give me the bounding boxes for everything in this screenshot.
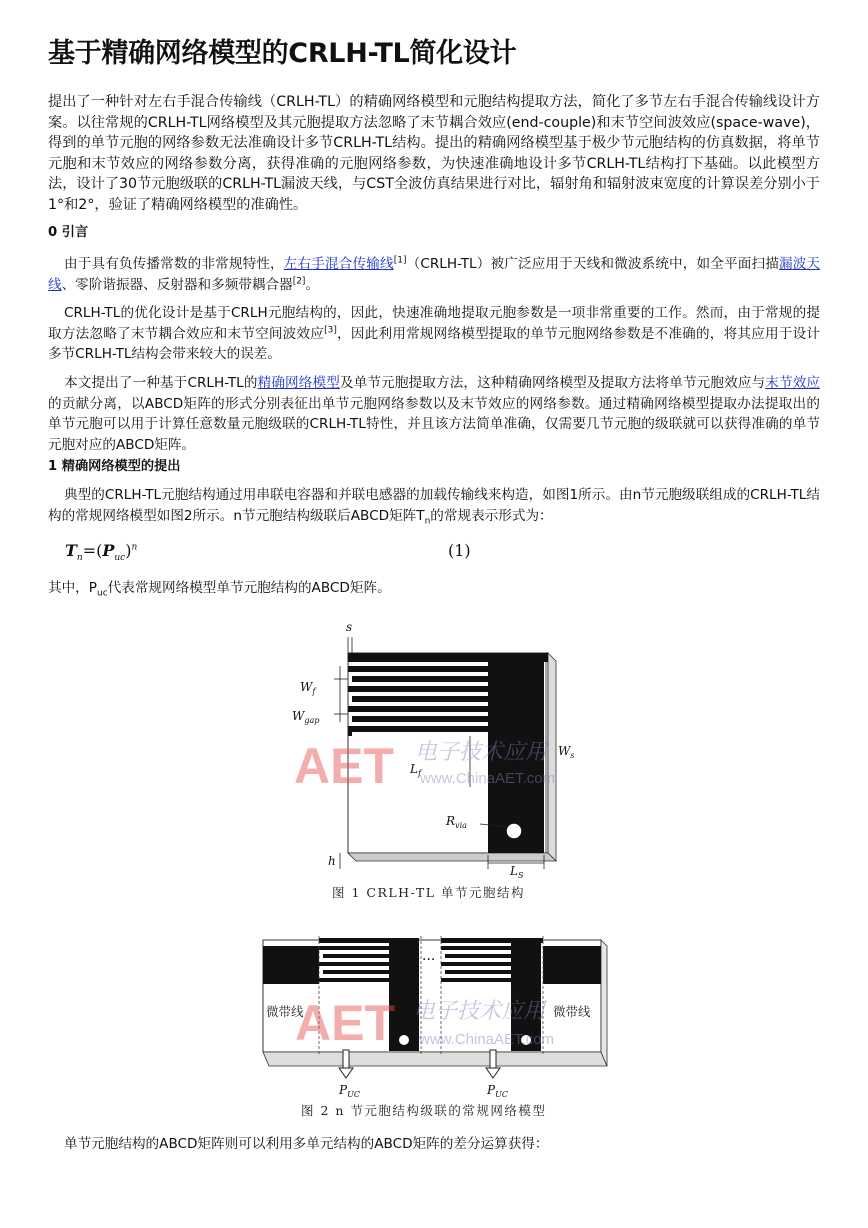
formula-lhs-sub: n xyxy=(76,553,83,564)
text-run: 代表常规网络模型单节元胞结构的ABCD矩阵。 xyxy=(107,580,391,596)
label-s: s xyxy=(346,620,353,634)
section-heading-1: 1 精确网络模型的提出 xyxy=(48,459,181,474)
label-wgap: $W_{gap}$ xyxy=(292,709,320,725)
cell-1-via xyxy=(399,1035,409,1045)
formula-lhs: T xyxy=(65,541,77,560)
equation-number: (1) xyxy=(448,541,471,560)
text-run: （CRLH-TL）被广泛应用于天线和微波系统中，如全平面扫描 xyxy=(406,256,779,272)
text-run: CRLH-TL的优化设计是基于CRLH元胞结构的，因此，快速准确地提取元胞参数是一项非常重要的工作。然而，由于常规的提取方法忽略了末节耦合效应和末节空间波效应 xyxy=(48,305,820,342)
text-run: 。 xyxy=(305,276,320,293)
paper-title: 基于精确网络模型的CRLH-TL简化设计 xyxy=(48,38,517,69)
formula-p-sub: uc xyxy=(114,553,126,564)
section-heading-intro: 0 引言 xyxy=(48,225,89,240)
label-ls: $L_S$ xyxy=(510,864,524,880)
text-run: 及单节元胞提取方法，这种精确网络模型及提取方法将单节元胞效应与 xyxy=(339,375,766,391)
via-hole xyxy=(506,823,522,839)
label-ws: $W_s$ xyxy=(558,744,575,760)
figure-2-drawing xyxy=(255,932,610,1122)
label-wf: $W_f$ xyxy=(300,680,316,696)
ellipsis: ··· xyxy=(422,952,436,968)
formula-eq: =( xyxy=(82,541,103,560)
watermark-cn: 电子技术应用 xyxy=(415,740,548,765)
text-run: 其中，P xyxy=(48,580,97,596)
text-run: ，因此利用常规网络模型提取的单节元胞网络参数是不准确的，将其应用于设计多节CRLH-TL结构会带来较大的误差。 xyxy=(48,325,821,362)
intro-paragraph-3 xyxy=(48,373,820,455)
link-leaky-wave-antenna[interactable]: 漏波天线 xyxy=(48,256,821,293)
feed-line-right xyxy=(543,946,601,984)
watermark-url: www.ChinaAET.com xyxy=(420,770,556,787)
abstract: 提出了一种针对左右手混合传输线（CRLH-TL）的精确网络模型和元胞结构提取方法，简化了多节左右手混合传输线设计方案。以往常规的CRLH-TL网络模型及其元胞提取方法忽略了末节耦合效应(end-couple)和末节空间波效应(space-wave)，得到的单节元胞的网络参数无法准确设计多节CRLH-TL结构。提出的精确网络模型基于极少节元胞结构的仿真数据，将单节元胞和末节效应的网络参数分离，获得准确的元胞网络参数，为快速准确地设计多节CRLH-TL结构打下基础。以此模型方法，设计了30节元胞级联的CRLH-TL漏波天线，与CST全波仿真结果进行对比，辐射角和辐射波束宽度的计算误差分别小于1°和2°，验证了精确网络模型的准确性。 xyxy=(48,94,820,213)
text-run: 、零阶谐振器、反射器和多频带耦合器 xyxy=(61,276,293,293)
text-run: 的贡献分离，以ABCD矩阵的形式分别表征出单节元胞网络参数以及末节效应的网络参数。通过精确网络模型提取办法提取出的单节元胞可以用于计算任意数量元胞级联的CRLH-TL特性，并且该方法简单准确，仅需要几节元胞的级联就可以获得准确的单节元胞对应的ABCD矩阵。 xyxy=(48,395,820,453)
label-rvia: $R_{via}$ xyxy=(446,814,467,830)
label-lf: $L_f$ xyxy=(410,762,421,778)
watermark-url: www.ChinaAET.com xyxy=(419,1031,555,1048)
watermark-logo: AET xyxy=(294,738,394,794)
formula-close: ) xyxy=(125,541,132,560)
substrate-bottom xyxy=(348,853,556,861)
label-puc-2: $P_{UC}$ xyxy=(487,1083,508,1099)
section1-paragraph-3: 单节元胞结构的ABCD矩阵则可以利用多单元结构的ABCD矩阵的差分运算获得： xyxy=(64,1136,549,1152)
reference-3[interactable]: [3] xyxy=(324,324,337,335)
subscript: n xyxy=(424,516,431,527)
substrate-side xyxy=(601,940,607,1066)
substrate-side xyxy=(548,653,556,861)
label-microstrip-right: 微带线 xyxy=(553,1004,591,1019)
text-run: 典型的CRLH-TL元胞结构通过用串联电容器和并联电感器的加载传输线来构造，如图1所示。由n节元胞级联组成的CRLH-TL结构的常规网络模型如图2所示。n节元胞结构级联后ABCD矩阵T xyxy=(48,487,820,524)
link-accurate-network-model[interactable]: 精确网络模型 xyxy=(257,375,340,391)
figure-1-drawing xyxy=(290,617,590,907)
reference-2[interactable]: [2] xyxy=(292,275,306,286)
intro-paragraph-1 xyxy=(48,254,820,295)
text-run: 的常规表示形式为： xyxy=(430,507,553,524)
label-h: h xyxy=(328,854,336,868)
figure-2 xyxy=(255,932,610,1122)
text-run: 由于具有负传播常数的非常规特性， xyxy=(64,256,284,272)
reference-1[interactable]: [1] xyxy=(393,255,407,266)
link-end-effect[interactable]: 末节效应 xyxy=(765,375,821,391)
section1-paragraph-2 xyxy=(48,578,820,599)
formula-p: P xyxy=(102,541,115,560)
substrate-bottom xyxy=(263,1052,607,1066)
section1-paragraph-1 xyxy=(48,485,820,526)
figure-1-caption: 图 1 CRLH-TL 单节元胞结构 xyxy=(332,885,525,900)
figure-2-caption: 图 2 n 节元胞结构级联的常规网络模型 xyxy=(301,1103,547,1118)
figure-1 xyxy=(290,617,590,907)
watermark xyxy=(295,995,554,1051)
text-run: 本文提出了一种基于CRLH-TL的 xyxy=(64,375,258,391)
link-crlh-tl[interactable]: 左右手混合传输线 xyxy=(283,256,394,272)
equation-1 xyxy=(65,541,138,564)
feed-line-left xyxy=(263,946,319,984)
watermark-cn: 电子技术应用 xyxy=(413,999,546,1024)
label-puc-1: $P_{UC}$ xyxy=(339,1083,360,1099)
subscript: uc xyxy=(96,588,108,599)
intro-paragraph-2 xyxy=(48,303,820,365)
label-microstrip-left: 微带线 xyxy=(266,1004,304,1019)
formula-exp: n xyxy=(131,542,138,553)
watermark-logo: AET xyxy=(295,995,395,1051)
